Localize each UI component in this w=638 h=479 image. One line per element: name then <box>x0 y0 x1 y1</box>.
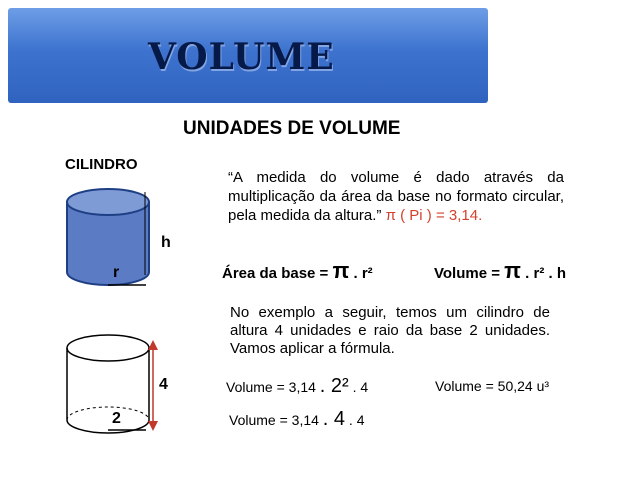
height-label-h: h <box>161 234 171 251</box>
pi-note: π ( Pi ) = 3,14. <box>385 207 483 224</box>
example-line-1-a: Volume = 3,14 <box>226 379 320 395</box>
area-formula-prefix: Área da base = <box>222 265 333 282</box>
description-main: “A medida do volume é dado através da multiplicação da área da base no formato circular, pela medida da altura.” <box>228 169 564 224</box>
radius-label-r: r <box>113 264 120 281</box>
page-title: VOLUME <box>148 36 335 78</box>
cylinder-outline-bottom <box>67 420 149 433</box>
radius-label-2: 2 <box>112 410 121 427</box>
volume-formula-suffix: . r² . h <box>521 265 567 282</box>
example-line-1-b: . 2² <box>319 375 349 397</box>
example-line-1-c: . 4 <box>348 379 369 395</box>
cylinder-filled <box>67 189 149 285</box>
example-line-2-a: Volume = 3,14 <box>229 412 323 428</box>
shape-label: CILINDRO <box>65 156 138 173</box>
example-text: No exemplo a seguir, temos um cilindro de altura 4 unidades e raio da base 2 unidades. Vamos aplicar a fórmula. <box>230 304 550 357</box>
volume-formula-prefix: Volume = <box>434 265 505 282</box>
pi-symbol: π <box>332 258 350 283</box>
height-arrow-up <box>148 340 158 350</box>
height-arrow-down <box>148 421 158 431</box>
height-label-4: 4 <box>159 376 168 393</box>
cylinder-outline-bottom-hidden <box>67 407 149 420</box>
example-line-2-c: . 4 <box>345 412 365 428</box>
pi-symbol-2: π <box>504 258 522 283</box>
area-formula-suffix: . r² <box>349 265 373 282</box>
example-line-2-b: . 4 <box>322 408 346 430</box>
example-result: Volume = 50,24 u³ <box>435 378 550 394</box>
cylinder-outline-top <box>67 335 149 361</box>
subtitle: UNIDADES DE VOLUME <box>183 118 401 139</box>
cylinder-filled-top <box>67 189 149 215</box>
